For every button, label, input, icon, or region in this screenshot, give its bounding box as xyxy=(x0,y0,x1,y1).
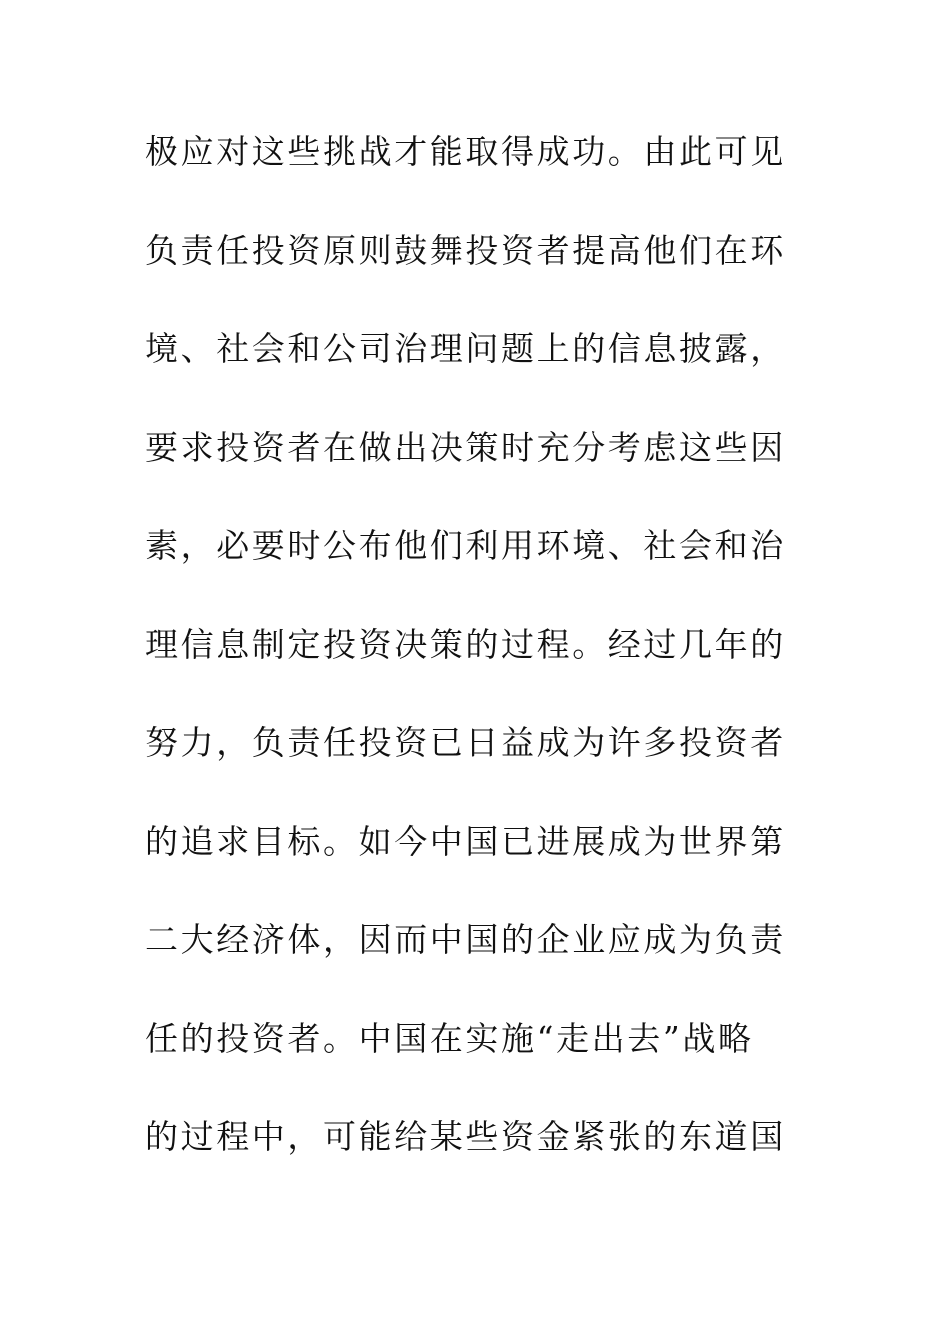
text-line: 任的投资者。中国在实施“走出去”战略 xyxy=(145,1018,754,1058)
text-line: 二大经济体，因而中国的企业应成为负责 xyxy=(145,920,786,959)
text-line: 的追求目标。如今中国已进展成为世界第 xyxy=(145,821,786,861)
text-line: 负责任投资原则鼓舞投资者提高他们在环 xyxy=(145,230,786,270)
text-line: 努力，负责任投资已日益成为许多投资者 xyxy=(145,723,786,762)
text-line: 境、社会和公司治理问题上的信息披露， xyxy=(145,329,786,368)
body-text xyxy=(145,122,825,1206)
text-line: 要求投资者在做出决策时充分考虑这些因 xyxy=(145,427,786,467)
text-line: 极应对这些挑战才能取得成功。由此可见 xyxy=(145,132,786,171)
text-line: 理信息制定投资决策的过程。经过几年的 xyxy=(145,624,786,664)
text-line: 的过程中，可能给某些资金紧张的东道国 xyxy=(145,1117,786,1156)
text-line: 素，必要时公布他们利用环境、社会和治 xyxy=(145,526,786,565)
